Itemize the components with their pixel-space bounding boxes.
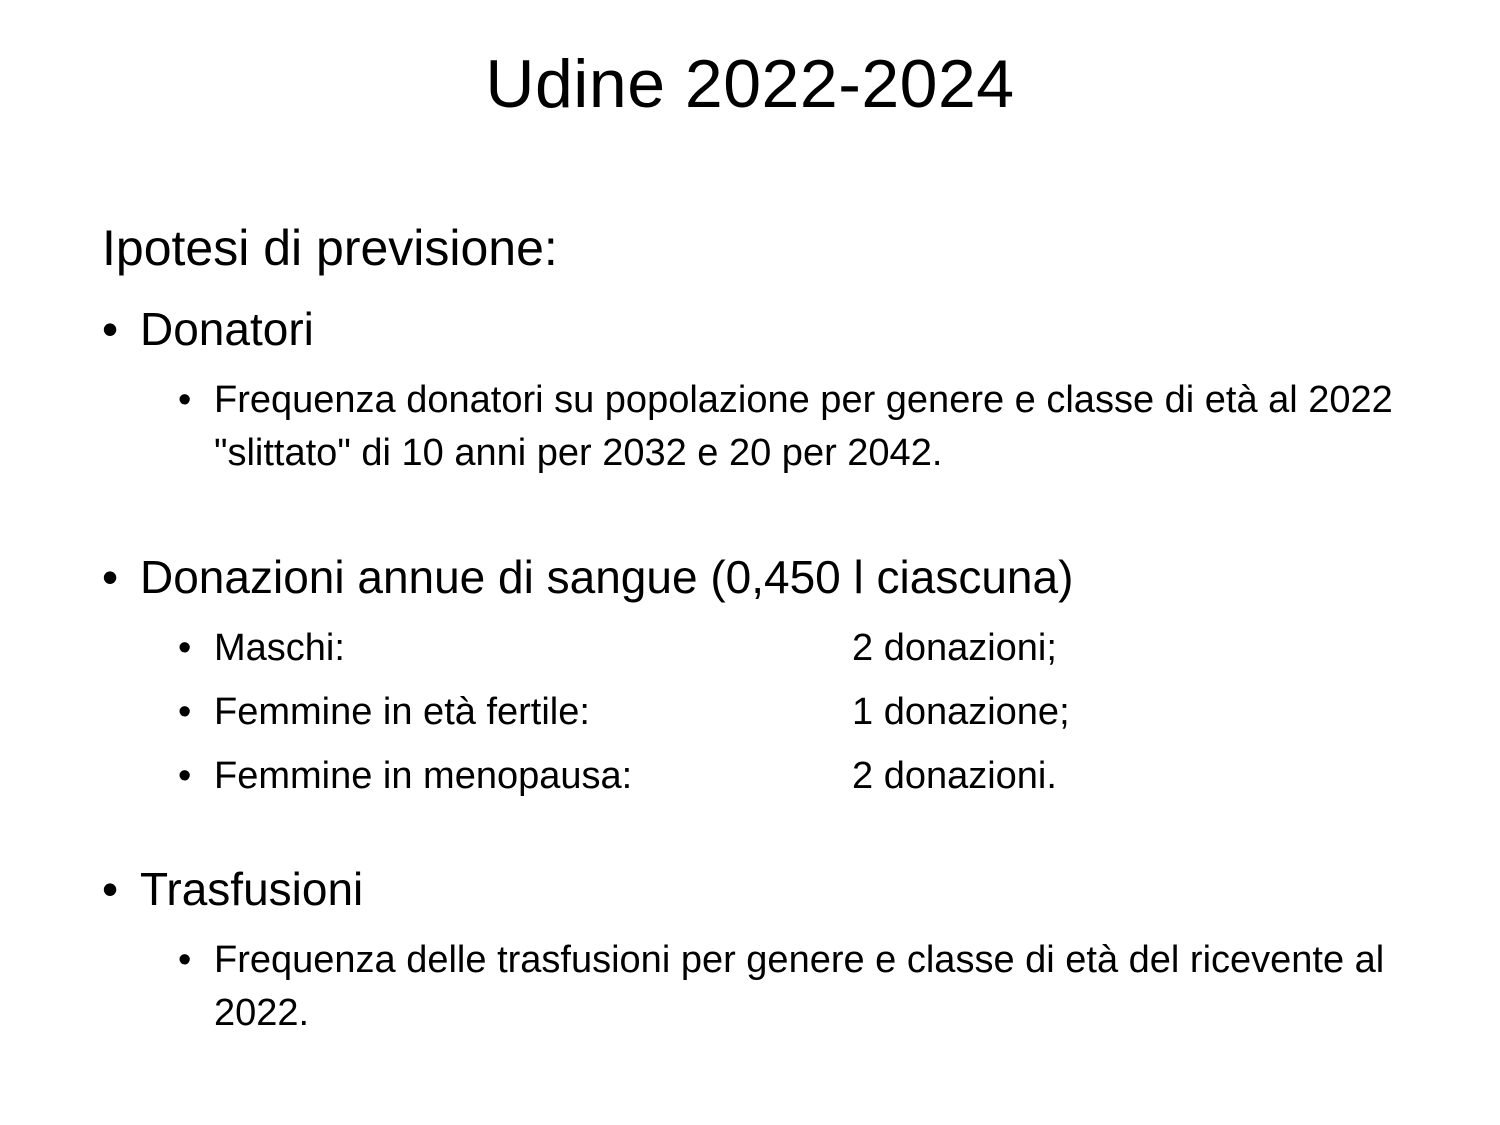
bullet-icon: • [178,939,192,981]
sub-bullet-text: Frequenza delle trasfusioni per genere e classe di età del ricevente al 2022. [214,939,1385,1035]
row-label: Femmine in età fertile: [214,691,590,733]
slide-title: Udine 2022-2024 [485,46,1015,122]
bullet-icon: • [178,627,192,669]
bullet-trasfusioni [102,862,363,917]
section-heading: Trasfusioni [140,863,364,915]
bullet-icon: • [102,303,119,355]
bullet-icon: • [178,755,192,797]
row-value: 2 donazioni. [852,755,1057,797]
sub-bullet-text: Frequenza donatori su popolazione per genere e classe di età al 2022 "slittato" di 10 anni per 2032 e 20 per 2042. [214,379,1393,475]
donation-row-femmine-menopausa [178,750,1398,803]
row-value: 1 donazione; [852,691,1070,733]
bullet-icon: • [178,379,192,421]
sub-bullet-trasfusioni [178,934,1398,1040]
sub-bullet-donatori [178,374,1398,480]
section-heading: Donatori [140,303,314,355]
row-label: Maschi: [214,627,345,669]
slide-subtitle: Ipotesi di previsione: [102,220,558,276]
row-label: Femmine in menopausa: [214,755,633,797]
bullet-donatori [102,302,314,357]
bullet-icon: • [102,863,119,915]
section-heading: Donazioni annue di sangue (0,450 l ciascuna) [140,551,1074,603]
donation-row-maschi [178,622,1398,675]
bullet-donazioni [102,550,1073,605]
row-value: 2 donazioni; [852,627,1057,669]
bullet-icon: • [102,551,119,603]
bullet-icon: • [178,691,192,733]
donation-row-femmine-fertile [178,686,1398,739]
